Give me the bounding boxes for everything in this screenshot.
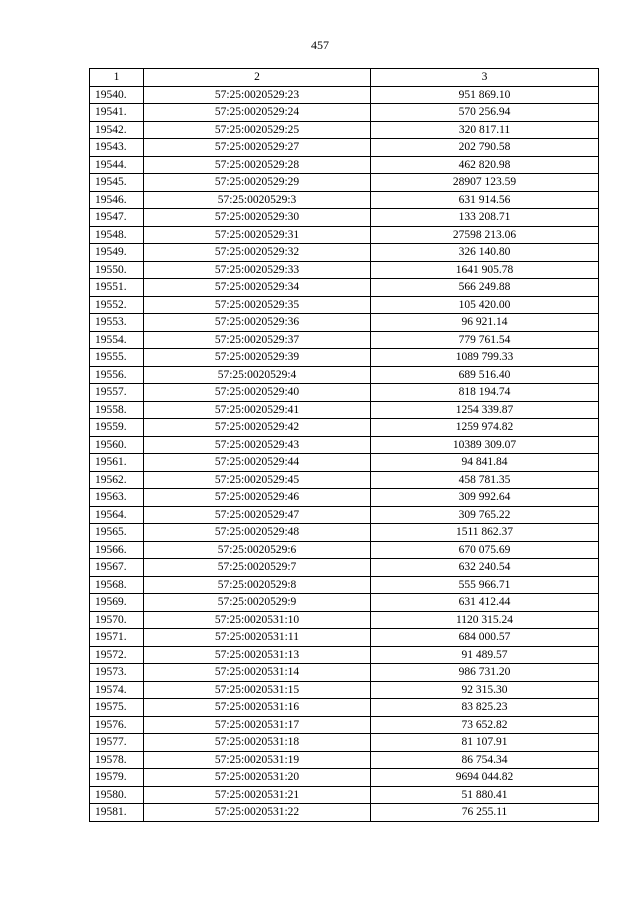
table-row (90, 104, 599, 122)
cadastral-id-cell: 57:25:0020529:46 (144, 489, 371, 507)
row-number-cell: 19557. (90, 384, 144, 402)
cadastral-id-cell: 57:25:0020529:3 (144, 191, 371, 209)
table-row (90, 384, 599, 402)
table-row (90, 769, 599, 787)
table-row (90, 261, 599, 279)
cadastral-id-cell: 57:25:0020529:25 (144, 121, 371, 139)
value-cell: 632 240.54 (371, 559, 599, 577)
table-row (90, 296, 599, 314)
value-cell: 83 825.23 (371, 699, 599, 717)
row-number-cell: 19569. (90, 594, 144, 612)
value-cell: 96 921.14 (371, 314, 599, 332)
row-number-cell: 19554. (90, 331, 144, 349)
cadastral-id-cell: 57:25:0020529:7 (144, 559, 371, 577)
column-header-number: 1 (90, 69, 144, 87)
table-row (90, 489, 599, 507)
cadastral-id-cell: 57:25:0020529:41 (144, 401, 371, 419)
cadastral-id-cell: 57:25:0020531:22 (144, 804, 371, 822)
table-row (90, 576, 599, 594)
cadastral-id-cell: 57:25:0020529:47 (144, 506, 371, 524)
row-number-cell: 19556. (90, 366, 144, 384)
value-cell: 1511 862.37 (371, 524, 599, 542)
value-cell: 779 761.54 (371, 331, 599, 349)
value-cell: 81 107.91 (371, 734, 599, 752)
cadastral-id-cell: 57:25:0020531:21 (144, 786, 371, 804)
value-cell: 27598 213.06 (371, 226, 599, 244)
value-cell: 818 194.74 (371, 384, 599, 402)
cadastral-id-cell: 57:25:0020531:10 (144, 611, 371, 629)
table-row (90, 506, 599, 524)
row-number-cell: 19559. (90, 419, 144, 437)
row-number-cell: 19566. (90, 541, 144, 559)
value-cell: 73 652.82 (371, 716, 599, 734)
table-row (90, 804, 599, 822)
table-row (90, 524, 599, 542)
cadastral-value-table (89, 68, 599, 822)
value-cell: 1089 799.33 (371, 349, 599, 367)
value-cell: 684 000.57 (371, 629, 599, 647)
cadastral-id-cell: 57:25:0020529:31 (144, 226, 371, 244)
value-cell: 9694 044.82 (371, 769, 599, 787)
value-cell: 1120 315.24 (371, 611, 599, 629)
table-row (90, 86, 599, 104)
cadastral-id-cell: 57:25:0020529:34 (144, 279, 371, 297)
table-row (90, 191, 599, 209)
table-row (90, 366, 599, 384)
cadastral-id-cell: 57:25:0020529:42 (144, 419, 371, 437)
column-header-value: 3 (371, 69, 599, 87)
row-number-cell: 19571. (90, 629, 144, 647)
table-row (90, 279, 599, 297)
table-row (90, 559, 599, 577)
value-cell: 462 820.98 (371, 156, 599, 174)
cadastral-id-cell: 57:25:0020529:30 (144, 209, 371, 227)
row-number-cell: 19560. (90, 436, 144, 454)
cadastral-id-cell: 57:25:0020531:15 (144, 681, 371, 699)
row-number-cell: 19547. (90, 209, 144, 227)
row-number-cell: 19552. (90, 296, 144, 314)
row-number-cell: 19562. (90, 471, 144, 489)
value-cell: 202 790.58 (371, 139, 599, 157)
cadastral-id-cell: 57:25:0020529:24 (144, 104, 371, 122)
value-cell: 631 914.56 (371, 191, 599, 209)
cadastral-id-cell: 57:25:0020529:35 (144, 296, 371, 314)
value-cell: 94 841.84 (371, 454, 599, 472)
cadastral-id-cell: 57:25:0020531:13 (144, 646, 371, 664)
value-cell: 1259 974.82 (371, 419, 599, 437)
cadastral-id-cell: 57:25:0020529:29 (144, 174, 371, 192)
table-row (90, 541, 599, 559)
table-row (90, 226, 599, 244)
table-row (90, 471, 599, 489)
row-number-cell: 19572. (90, 646, 144, 664)
page-number: 457 (311, 38, 329, 52)
row-number-cell: 19578. (90, 751, 144, 769)
value-cell: 570 256.94 (371, 104, 599, 122)
value-cell: 689 516.40 (371, 366, 599, 384)
value-cell: 320 817.11 (371, 121, 599, 139)
cadastral-id-cell: 57:25:0020529:48 (144, 524, 371, 542)
row-number-cell: 19551. (90, 279, 144, 297)
table-row (90, 629, 599, 647)
cadastral-id-cell: 57:25:0020529:27 (144, 139, 371, 157)
cadastral-id-cell: 57:25:0020529:44 (144, 454, 371, 472)
cadastral-id-cell: 57:25:0020529:36 (144, 314, 371, 332)
table-row (90, 401, 599, 419)
value-cell: 91 489.57 (371, 646, 599, 664)
cadastral-id-cell: 57:25:0020529:6 (144, 541, 371, 559)
row-number-cell: 19581. (90, 804, 144, 822)
row-number-cell: 19568. (90, 576, 144, 594)
cadastral-id-cell: 57:25:0020529:4 (144, 366, 371, 384)
row-number-cell: 19550. (90, 261, 144, 279)
value-cell: 133 208.71 (371, 209, 599, 227)
table-row (90, 454, 599, 472)
value-cell: 86 754.34 (371, 751, 599, 769)
row-number-cell: 19574. (90, 681, 144, 699)
cadastral-id-cell: 57:25:0020531:18 (144, 734, 371, 752)
row-number-cell: 19542. (90, 121, 144, 139)
cadastral-id-cell: 57:25:0020529:8 (144, 576, 371, 594)
row-number-cell: 19541. (90, 104, 144, 122)
row-number-cell: 19548. (90, 226, 144, 244)
table-row (90, 664, 599, 682)
value-cell: 555 966.71 (371, 576, 599, 594)
table-row (90, 209, 599, 227)
row-number-cell: 19553. (90, 314, 144, 332)
value-cell: 105 420.00 (371, 296, 599, 314)
table-row (90, 611, 599, 629)
cadastral-id-cell: 57:25:0020531:19 (144, 751, 371, 769)
table-row (90, 174, 599, 192)
value-cell: 309 992.64 (371, 489, 599, 507)
cadastral-id-cell: 57:25:0020529:45 (144, 471, 371, 489)
table-header-row (90, 69, 599, 87)
row-number-cell: 19567. (90, 559, 144, 577)
row-number-cell: 19570. (90, 611, 144, 629)
value-cell: 326 140.80 (371, 244, 599, 262)
table-row (90, 436, 599, 454)
table-row (90, 331, 599, 349)
value-cell: 631 412.44 (371, 594, 599, 612)
value-cell: 28907 123.59 (371, 174, 599, 192)
cadastral-id-cell: 57:25:0020529:40 (144, 384, 371, 402)
value-cell: 10389 309.07 (371, 436, 599, 454)
row-number-cell: 19540. (90, 86, 144, 104)
value-cell: 670 075.69 (371, 541, 599, 559)
row-number-cell: 19580. (90, 786, 144, 804)
cadastral-id-cell: 57:25:0020529:23 (144, 86, 371, 104)
value-cell: 92 315.30 (371, 681, 599, 699)
row-number-cell: 19573. (90, 664, 144, 682)
table-row (90, 244, 599, 262)
row-number-cell: 19575. (90, 699, 144, 717)
value-cell: 309 765.22 (371, 506, 599, 524)
row-number-cell: 19576. (90, 716, 144, 734)
table-row (90, 786, 599, 804)
row-number-cell: 19546. (90, 191, 144, 209)
table-row (90, 734, 599, 752)
row-number-cell: 19545. (90, 174, 144, 192)
table-row (90, 314, 599, 332)
cadastral-id-cell: 57:25:0020529:28 (144, 156, 371, 174)
value-cell: 566 249.88 (371, 279, 599, 297)
row-number-cell: 19544. (90, 156, 144, 174)
cadastral-id-cell: 57:25:0020529:37 (144, 331, 371, 349)
cadastral-id-cell: 57:25:0020529:39 (144, 349, 371, 367)
value-cell: 1641 905.78 (371, 261, 599, 279)
cadastral-id-cell: 57:25:0020529:33 (144, 261, 371, 279)
table-row (90, 121, 599, 139)
table-row (90, 349, 599, 367)
table-body (90, 86, 599, 821)
value-cell: 458 781.35 (371, 471, 599, 489)
cadastral-id-cell: 57:25:0020531:17 (144, 716, 371, 734)
row-number-cell: 19564. (90, 506, 144, 524)
cadastral-id-cell: 57:25:0020529:9 (144, 594, 371, 612)
table-row (90, 751, 599, 769)
value-cell: 951 869.10 (371, 86, 599, 104)
table-row (90, 716, 599, 734)
row-number-cell: 19558. (90, 401, 144, 419)
table-row (90, 681, 599, 699)
table-row (90, 139, 599, 157)
row-number-cell: 19561. (90, 454, 144, 472)
row-number-cell: 19555. (90, 349, 144, 367)
row-number-cell: 19543. (90, 139, 144, 157)
table-row (90, 419, 599, 437)
value-cell: 51 880.41 (371, 786, 599, 804)
table-row (90, 594, 599, 612)
cadastral-id-cell: 57:25:0020531:16 (144, 699, 371, 717)
value-cell: 986 731.20 (371, 664, 599, 682)
row-number-cell: 19565. (90, 524, 144, 542)
table-row (90, 646, 599, 664)
row-number-cell: 19563. (90, 489, 144, 507)
cadastral-id-cell: 57:25:0020531:11 (144, 629, 371, 647)
cadastral-id-cell: 57:25:0020529:32 (144, 244, 371, 262)
table-row (90, 699, 599, 717)
value-cell: 1254 339.87 (371, 401, 599, 419)
table-row (90, 156, 599, 174)
column-header-cadastral-id: 2 (144, 69, 371, 87)
cadastral-id-cell: 57:25:0020531:20 (144, 769, 371, 787)
cadastral-id-cell: 57:25:0020531:14 (144, 664, 371, 682)
row-number-cell: 19579. (90, 769, 144, 787)
value-cell: 76 255.11 (371, 804, 599, 822)
cadastral-id-cell: 57:25:0020529:43 (144, 436, 371, 454)
row-number-cell: 19577. (90, 734, 144, 752)
row-number-cell: 19549. (90, 244, 144, 262)
